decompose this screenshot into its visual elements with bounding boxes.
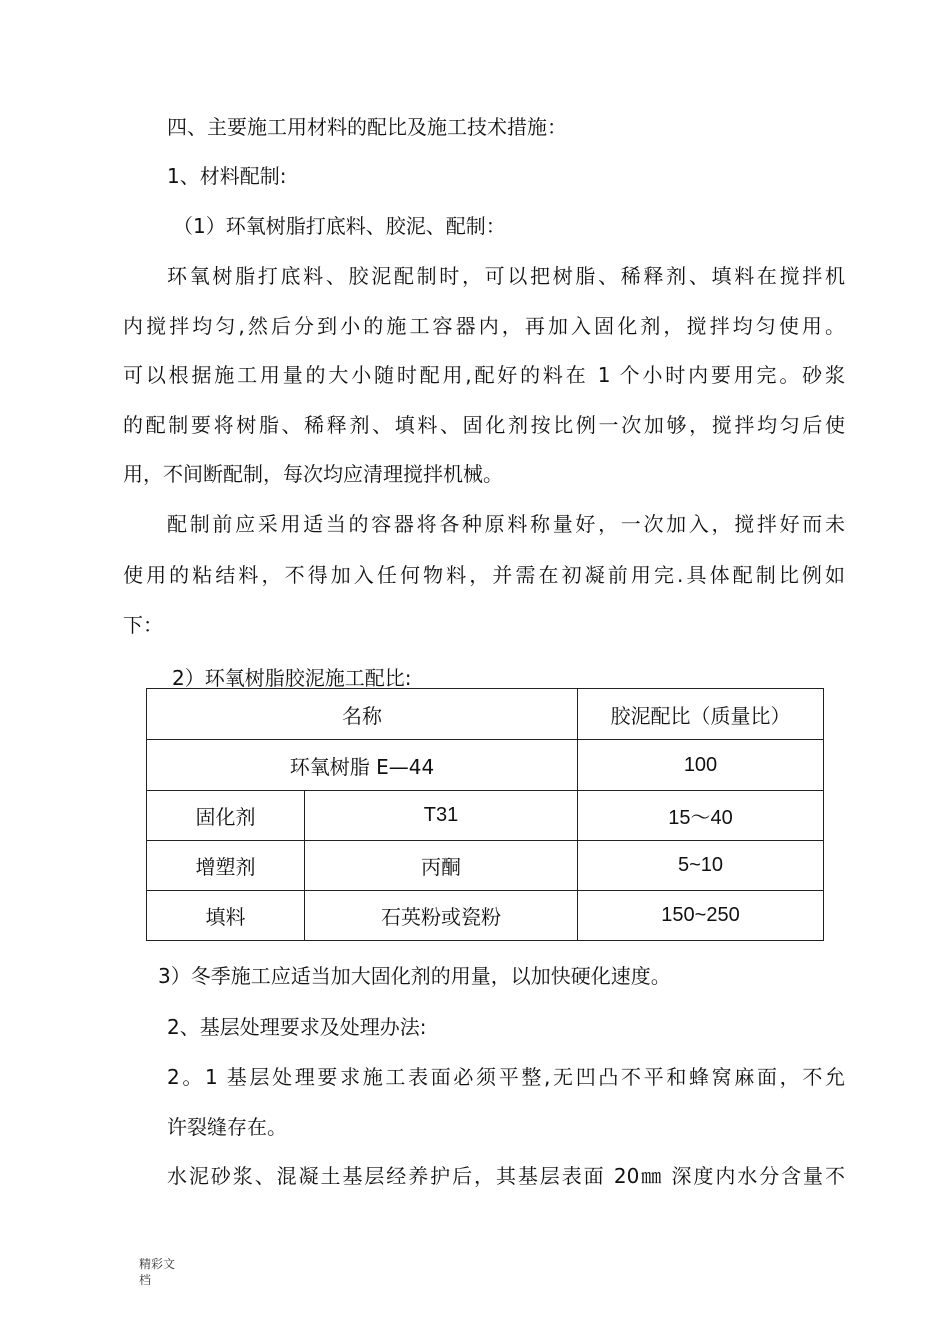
footer-label xyxy=(139,1256,175,1288)
table-row xyxy=(147,740,824,791)
table-row xyxy=(147,791,824,841)
category-cell: 增塑剂 xyxy=(147,841,305,891)
paragraph-line: 环氧树脂打底料、胶泥配制时，可以把树脂、稀释剂、填料在搅拌机 xyxy=(167,264,845,288)
paragraph-line: 许裂缝存在。 xyxy=(167,1115,287,1139)
ratio-cell: 150~250 xyxy=(578,891,824,941)
header-name-cell: 名称 xyxy=(147,689,578,740)
ratio-cell: 5~10 xyxy=(578,841,824,891)
ratio-cell: 100 xyxy=(578,740,824,791)
note-3: 3）冬季施工应适当加大固化剂的用量，以加快硬化速度。 xyxy=(158,964,671,988)
subsection-1-title: （1）环氧树脂打底料、胶泥、配制： xyxy=(173,214,506,238)
material-cell: 石英粉或瓷粉 xyxy=(305,891,578,941)
table-row xyxy=(147,841,824,891)
table-title: 2）环氧树脂胶泥施工配比: xyxy=(172,666,412,690)
paragraph-line: 的配制要将树脂、稀释剂、填料、固化剂按比例一次加够，搅拌均匀后使 xyxy=(123,413,845,437)
table-header-row xyxy=(147,689,824,740)
paragraph-line: 水泥砂浆、混凝土基层经养护后，其基层表面 20㎜ 深度内水分含量不 xyxy=(167,1164,845,1188)
footer-line: 精彩文 xyxy=(139,1257,176,1271)
category-cell: 填料 xyxy=(147,891,305,941)
name-cell: 环氧树脂 E—44 xyxy=(147,740,578,791)
ratio-table xyxy=(146,688,824,941)
paragraph-line: 使用的粘结料，不得加入任何物料，并需在初凝前用完.具体配制比例如 xyxy=(123,563,845,587)
paragraph-line: 用，不间断配制，每次均应清理搅拌机械。 xyxy=(123,462,503,486)
paragraph-line: 内搅拌均匀,然后分到小的施工容器内，再加入固化剂，搅拌均匀使用。 xyxy=(123,314,845,338)
section-2-title: 2、基层处理要求及处理办法: xyxy=(167,1015,427,1039)
footer-line: 档 xyxy=(139,1273,152,1287)
category-cell: 固化剂 xyxy=(147,791,305,841)
table-row xyxy=(147,891,824,941)
header-ratio-cell: 胶泥配比（质量比） xyxy=(578,689,824,740)
ratio-cell: 15～40 xyxy=(578,791,824,841)
material-cell: T31 xyxy=(305,791,578,841)
paragraph-line: 下： xyxy=(123,613,163,637)
material-cell: 丙酮 xyxy=(305,841,578,891)
paragraph-line: 2。1 基层处理要求施工表面必须平整,无凹凸不平和蜂窝麻面，不允 xyxy=(167,1065,845,1089)
paragraph-line: 配制前应采用适当的容器将各种原料称量好，一次加入，搅拌好而未 xyxy=(167,512,845,536)
section-1-title: 1、材料配制: xyxy=(167,164,287,188)
paragraph-line: 可以根据施工用量的大小随时配用,配好的料在 1 个小时内要用完。砂浆 xyxy=(123,363,845,387)
section-heading: 四、主要施工用材料的配比及施工技术措施： xyxy=(167,115,567,139)
